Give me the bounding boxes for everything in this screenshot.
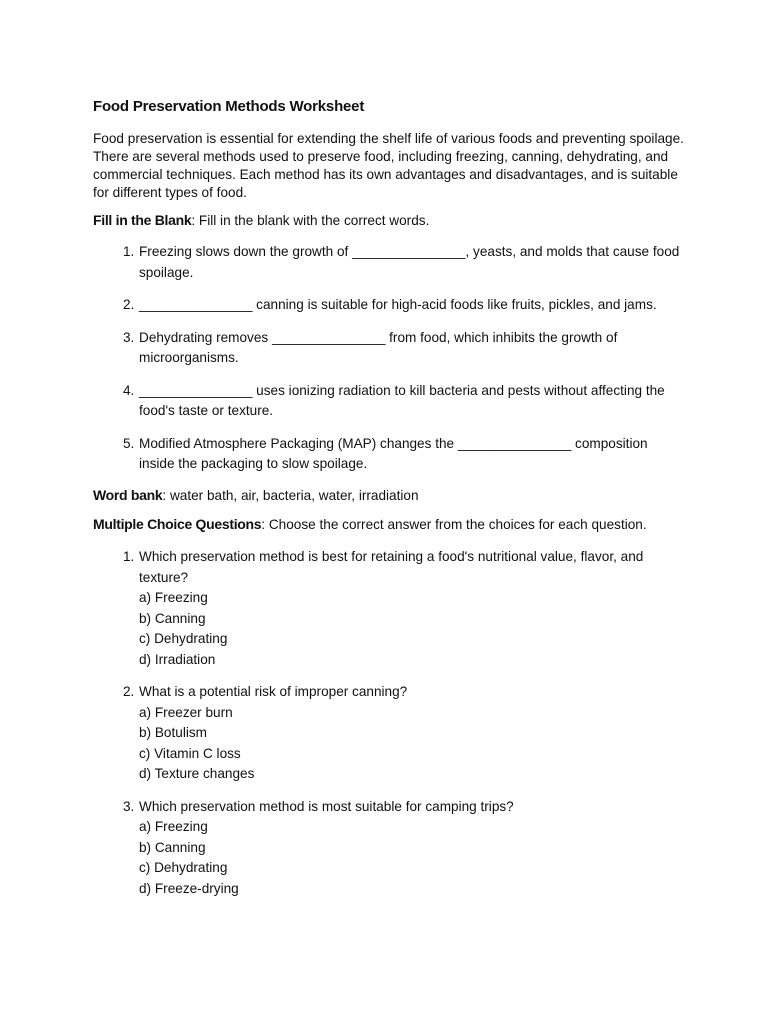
fill-blank-list (114, 242, 684, 487)
multiple-choice-list (114, 547, 684, 911)
question-text: Which preservation method is best for retaining a food's nutritional value, flavor, and texture? (139, 549, 644, 585)
word-bank (93, 487, 419, 503)
question-item (114, 682, 684, 785)
item-number: 1. (123, 244, 135, 259)
question-number: 2. (123, 684, 135, 699)
multiple-choice-heading (93, 516, 647, 532)
page-title: Food Preservation Methods Worksheet (93, 98, 365, 115)
question-item (114, 797, 684, 900)
item-number: 5. (123, 435, 135, 451)
question-text: Which preservation method is most suitable for camping trips? (139, 798, 514, 814)
word-bank-title: Word bank (93, 487, 163, 503)
item-text: Freezing slows down the growth of _______________, yeasts, and molds that cause food spoilage. (139, 244, 680, 280)
list-item (114, 295, 684, 316)
word-bank-text: : water bath, air, bacteria, water, irradiation (162, 488, 419, 503)
answer-option: a) Freezer burn (139, 704, 233, 720)
answer-option: d) Irradiation (139, 651, 216, 667)
item-text: _______________ canning is suitable for high-acid foods like fruits, pickles, and jams. (139, 297, 657, 312)
answer-option: b) Canning (139, 839, 206, 855)
question-number: 1. (123, 549, 135, 564)
list-item (114, 242, 684, 283)
answer-option: c) Dehydrating (139, 631, 228, 646)
list-item (114, 381, 684, 422)
intro-paragraph: Food preservation is essential for extending the shelf life of various foods and preventing spoilage. There are several methods used to preserve food, including freezing, canning, dehydrating, and commercial techniques. Each method has its own advantages and disadvantages, and is suitable for different types of food. (93, 131, 684, 200)
answer-option: c) Dehydrating (139, 860, 228, 875)
answer-option: d) Freeze-drying (139, 880, 239, 896)
item-text: Modified Atmosphere Packaging (MAP) changes the _______________ composition inside the packaging to slow spoilage. (139, 435, 648, 471)
item-number: 4. (123, 382, 135, 398)
item-number: 3. (123, 329, 135, 345)
list-item (114, 328, 684, 369)
question-text: What is a potential risk of improper canning? (139, 684, 408, 699)
answer-option: d) Texture changes (139, 766, 255, 781)
item-number: 2. (123, 297, 135, 312)
question-number: 3. (123, 798, 135, 814)
fill-blank-instruction: : Fill in the blank with the correct words. (191, 213, 430, 228)
multiple-choice-instruction: : Choose the correct answer from the choices for each question. (261, 517, 647, 532)
fill-blank-title: Fill in the Blank (93, 212, 192, 228)
answer-option: a) Freezing (139, 590, 208, 605)
answer-option: b) Botulism (139, 725, 207, 740)
item-text: _______________ uses ionizing radiation to kill bacteria and pests without affecting the food's taste or texture. (139, 382, 665, 418)
fill-blank-heading (93, 212, 429, 228)
answer-option: b) Canning (139, 610, 206, 626)
answer-option: a) Freezing (139, 819, 208, 834)
multiple-choice-title: Multiple Choice Questions (93, 516, 262, 532)
item-text: Dehydrating removes _______________ from food, which inhibits the growth of microorganisms. (139, 329, 618, 365)
list-item (114, 434, 684, 475)
question-item (114, 547, 684, 670)
answer-option: c) Vitamin C loss (139, 745, 241, 761)
